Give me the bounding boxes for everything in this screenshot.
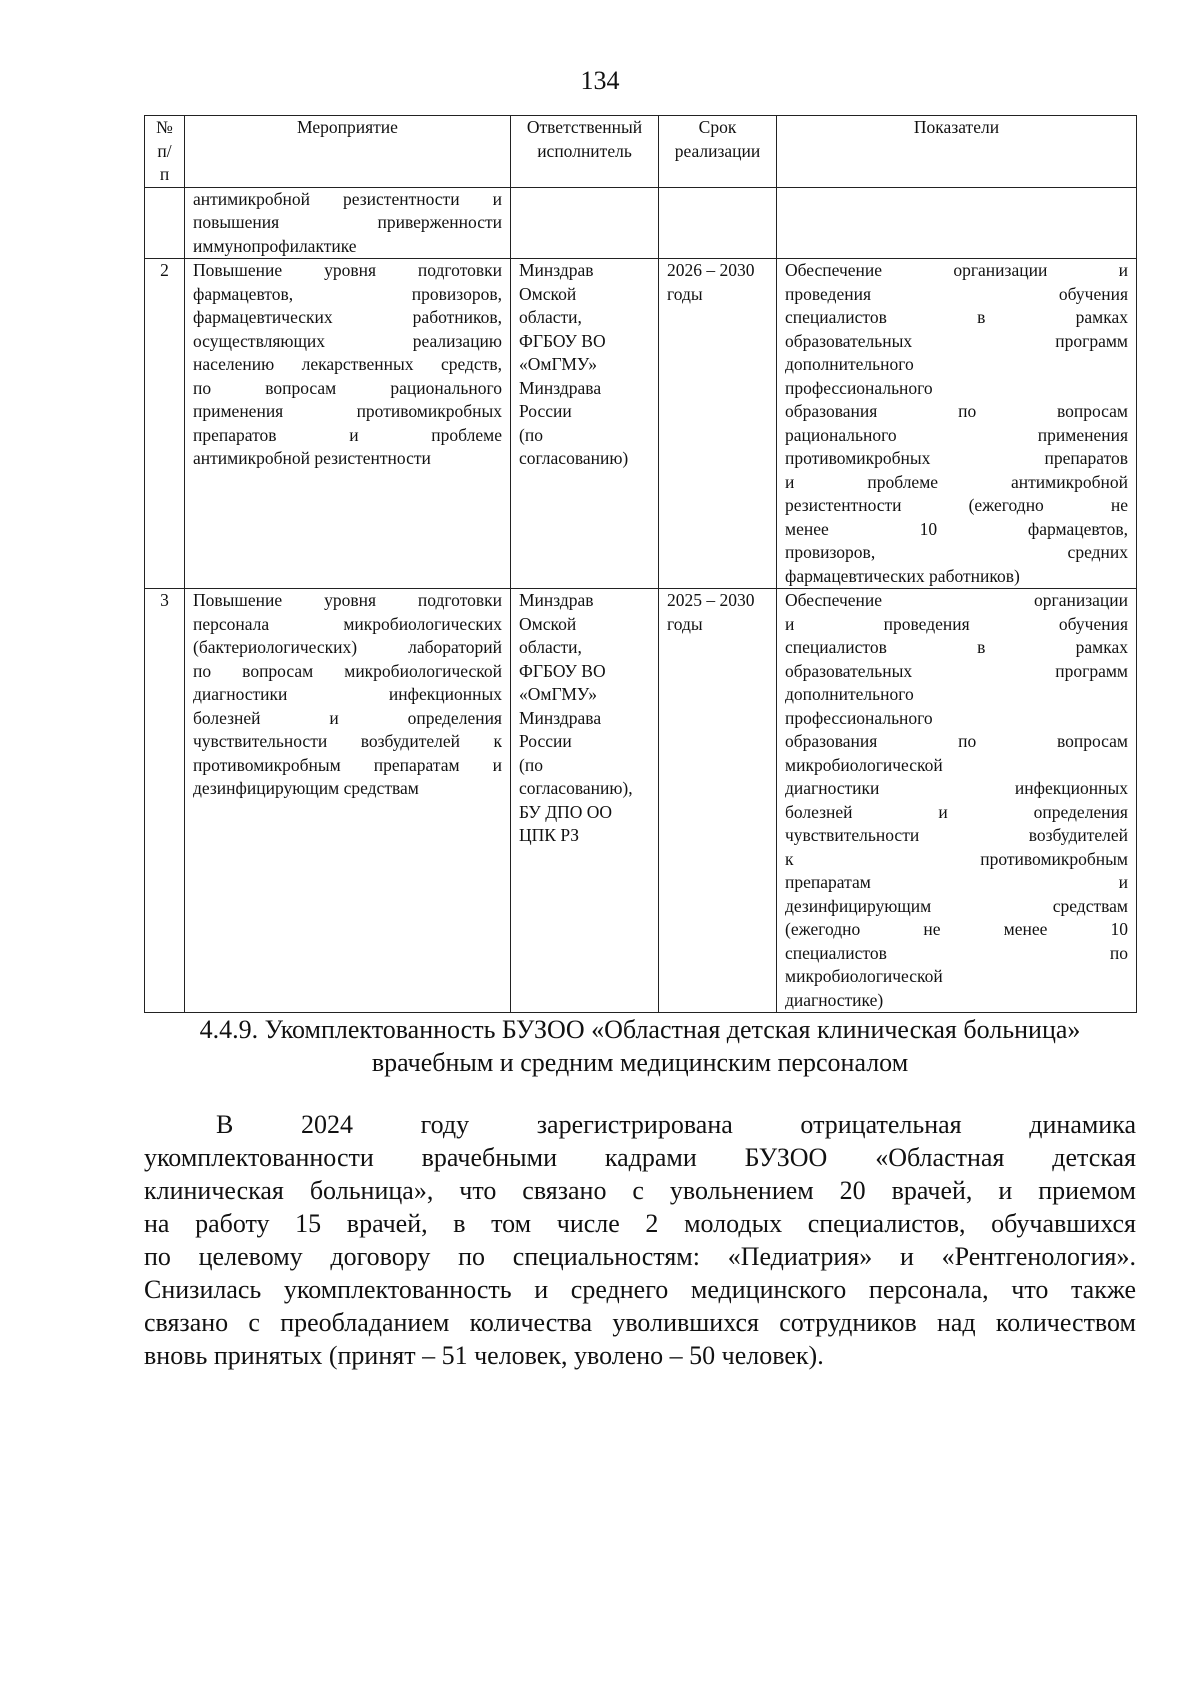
cell-line: чувствительности возбудителей к	[193, 731, 502, 751]
row-number-cell	[145, 187, 185, 259]
section-heading-line: 4.4.9. Укомплектованность БУЗОО «Областная детская клиническая больница»	[199, 1015, 1081, 1044]
table-row	[145, 589, 1137, 1013]
cell-line: образовательных программ	[785, 330, 1128, 351]
cell-line: чувствительности возбудителей	[785, 825, 1128, 845]
cell-line: годы	[667, 613, 703, 634]
cell-line: Обеспечение организации	[785, 590, 1128, 610]
cell-line: «ОмГМУ»	[519, 354, 597, 374]
cell-line: препаратов и проблеме	[193, 424, 502, 445]
event-cell	[185, 187, 511, 259]
paragraph-line: Снизилась укомплектованность и среднего медицинского персонала, что также	[144, 1275, 1136, 1304]
event-cell	[185, 589, 511, 1013]
cell-line: специалистов в рамках	[785, 307, 1128, 327]
body-paragraph	[144, 1108, 1136, 1372]
cell-line: и проведения обучения	[785, 613, 1128, 634]
cell-line: «ОмГМУ»	[519, 684, 597, 704]
cell-line: Минздрава	[519, 707, 602, 728]
cell-line: профессионального	[785, 707, 933, 728]
cell-line: 2026 – 2030	[667, 260, 755, 280]
cell-line: Минздрав	[519, 260, 594, 280]
section-heading-line: врачебным и средним медицинским персоналом	[371, 1048, 909, 1077]
table-row	[145, 187, 1137, 259]
cell-line: микробиологической	[785, 754, 943, 775]
responsible-cell	[511, 187, 659, 259]
paragraph-line: связано с преобладанием количества уволившихся сотрудников над количеством	[144, 1308, 1136, 1337]
cell-line: специалистов по	[785, 942, 1128, 963]
cell-line: повышения приверженности	[193, 212, 502, 232]
cell-line: болезней и определения	[193, 707, 502, 728]
indicators-cell	[777, 589, 1137, 1013]
cell-line: иммунопрофилактике	[193, 235, 357, 256]
cell-line: согласованию)	[519, 448, 629, 468]
cell-line: препаратам и	[785, 872, 1128, 892]
cell-line: населению лекарственных средств,	[193, 354, 502, 374]
cell-line: Обеспечение организации и	[785, 260, 1128, 280]
cell-line: специалистов в рамках	[785, 637, 1128, 657]
cell-line: к противомикробным	[785, 848, 1128, 869]
cell-line: России	[519, 401, 572, 421]
table-row	[145, 259, 1137, 589]
header-term: Срок реализации	[659, 116, 777, 188]
cell-line: профессионального	[785, 377, 933, 398]
paragraph-line: укомплектованности врачебными кадрами БУЗОО «Областная детская	[144, 1143, 1136, 1172]
table-header-row	[145, 116, 1137, 188]
row-number-cell: 3	[145, 589, 185, 1013]
cell-line: и проблеме антимикробной	[785, 471, 1128, 492]
cell-line: дополнительного	[785, 354, 914, 374]
indicators-cell	[777, 187, 1137, 259]
cell-line: болезней и определения	[785, 801, 1128, 822]
cell-line: менее 10 фармацевтов,	[785, 518, 1128, 539]
cell-line: ФГБОУ ВО	[519, 330, 606, 351]
cell-line: области,	[519, 637, 582, 657]
cell-line: ФГБОУ ВО	[519, 660, 606, 681]
cell-line: рационального применения	[785, 424, 1128, 445]
cell-line: фармацевтических работников,	[193, 307, 502, 327]
cell-line: антимикробной резистентности	[193, 448, 431, 468]
header-responsible: Ответственный исполнитель	[511, 116, 659, 188]
cell-line: фармацевтических работников)	[785, 565, 1020, 586]
cell-line: Минздрав	[519, 590, 594, 610]
header-event: Мероприятие	[185, 116, 511, 188]
cell-line: диагностики инфекционных	[785, 778, 1128, 798]
cell-line: БУ ДПО ОО	[519, 801, 613, 822]
cell-line: образования по вопросам	[785, 731, 1128, 751]
cell-line: годы	[667, 283, 703, 304]
cell-line: Минздрава	[519, 377, 602, 398]
cell-line: Повышение уровня подготовки	[193, 260, 502, 280]
cell-line: микробиологической	[785, 966, 943, 986]
cell-line: провизоров, средних	[785, 542, 1128, 562]
cell-line: применения противомикробных	[193, 401, 502, 421]
cell-line: России	[519, 731, 572, 751]
cell-line: дополнительного	[785, 684, 914, 704]
responsible-cell	[511, 259, 659, 589]
paragraph-line: клиническая больница», что связано с увольнением 20 врачей, и приемом	[144, 1176, 1136, 1205]
cell-line: дезинфицирующим средствам	[785, 895, 1128, 916]
paragraph-line: В 2024 году зарегистрирована отрицательная динамика	[216, 1110, 1136, 1139]
event-cell	[185, 259, 511, 589]
measures-table	[144, 115, 1137, 1013]
cell-line: противомикробным препаратам и	[193, 754, 502, 775]
cell-line: противомикробных препаратов	[785, 448, 1128, 468]
cell-line: ЦПК РЗ	[519, 825, 580, 845]
indicators-cell	[777, 259, 1137, 589]
paragraph-line: по целевому договору по специальностям: «Педиатрия» и «Рентгенология».	[144, 1242, 1136, 1271]
cell-line: области,	[519, 307, 582, 327]
cell-line: образования по вопросам	[785, 401, 1128, 421]
cell-line: дезинфицирующим средствам	[193, 778, 419, 798]
table-body	[145, 187, 1137, 1013]
cell-line: по вопросам микробиологической	[193, 660, 502, 681]
cell-line: (по	[519, 424, 543, 445]
cell-line: антимикробной резистентности и	[193, 188, 502, 209]
term-cell	[659, 187, 777, 259]
cell-line: Повышение уровня подготовки	[193, 590, 502, 610]
cell-line: образовательных программ	[785, 660, 1128, 681]
cell-line: (бактериологических) лабораторий	[193, 637, 502, 657]
cell-line: резистентности (ежегодно не	[785, 495, 1128, 515]
responsible-cell	[511, 589, 659, 1013]
cell-line: фармацевтов, провизоров,	[193, 283, 502, 304]
term-cell	[659, 259, 777, 589]
cell-line: 2025 – 2030	[667, 590, 755, 610]
cell-line: согласованию),	[519, 778, 633, 798]
cell-line: диагностике)	[785, 989, 884, 1010]
paragraph-line: вновь принятых (принят – 51 человек, уволено – 50 человек).	[144, 1341, 824, 1370]
cell-line: Омской	[519, 283, 577, 304]
section-heading	[144, 1013, 1136, 1079]
cell-line: осуществляющих реализацию	[193, 330, 502, 351]
cell-line: проведения обучения	[785, 283, 1128, 304]
cell-line: (по	[519, 754, 543, 775]
header-num: № п/п	[145, 116, 185, 188]
cell-line: (ежегодно не менее 10	[785, 919, 1128, 939]
cell-line: диагностики инфекционных	[193, 684, 502, 704]
paragraph-line: на работу 15 врачей, в том числе 2 молодых специалистов, обучавшихся	[144, 1209, 1136, 1238]
term-cell	[659, 589, 777, 1013]
cell-line: Омской	[519, 613, 577, 634]
page-number: 134	[580, 66, 620, 95]
cell-line: по вопросам рационального	[193, 377, 502, 398]
header-indicators: Показатели	[777, 116, 1137, 188]
cell-line: персонала микробиологических	[193, 613, 502, 634]
row-number-cell: 2	[145, 259, 185, 589]
